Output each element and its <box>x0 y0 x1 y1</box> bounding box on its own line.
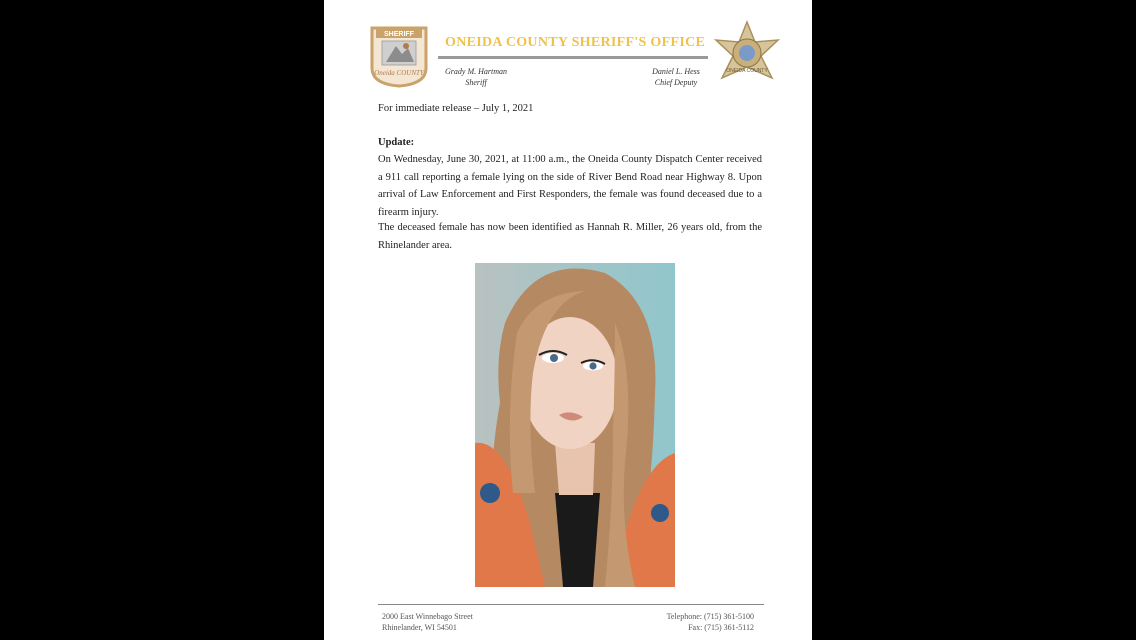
paragraph-2: The deceased female has now been identified as Hannah R. Miller, 26 years old, from the Rhinelander area. <box>378 222 762 251</box>
sheriff-title: Sheriff <box>465 78 487 87</box>
sheriff-star-icon <box>712 20 782 90</box>
footer-divider <box>378 604 764 605</box>
sheriff-patch-icon <box>368 24 430 88</box>
address-line-2: Rhinelander, WI 54501 <box>382 623 457 632</box>
badge-text-bottom: Oneida COUNTY <box>374 69 424 77</box>
deputy-title: Chief Deputy <box>654 78 698 87</box>
deputy-name: Daniel L. Hess <box>652 67 700 76</box>
sheriff-block <box>434 66 518 88</box>
org-title: ONEIDA COUNTY SHERIFF'S OFFICE <box>445 35 706 50</box>
press-release-page <box>324 0 812 640</box>
footer-contact <box>614 611 754 633</box>
telephone: Telephone: (715) 361-5100 <box>666 612 754 621</box>
update-label: Update: <box>378 137 415 148</box>
footer-address <box>382 611 532 633</box>
sheriff-name: Grady M. Hartman <box>445 67 507 76</box>
title-divider <box>438 56 708 59</box>
deputy-block <box>638 66 714 88</box>
paragraph-1: On Wednesday, June 30, 2021, at 11:00 a.m., the Oneida County Dispatch Center received a 911 call reporting a female lying on the side of River Bend Road near Highway 8. Upon arrival of Law Enforcement and First Responders, the female was found deceased due to a firearm injury. <box>378 154 762 218</box>
fax: Fax: (715) 361-5112 <box>688 623 754 632</box>
star-text: ONEIDA COUNTY <box>726 68 768 74</box>
release-line: For immediate release – July 1, 2021 <box>378 103 534 114</box>
address-line-1: 2000 East Winnebago Street <box>382 612 473 621</box>
badge-text-top: SHERIFF <box>384 31 414 38</box>
portrait-photo <box>475 263 675 587</box>
